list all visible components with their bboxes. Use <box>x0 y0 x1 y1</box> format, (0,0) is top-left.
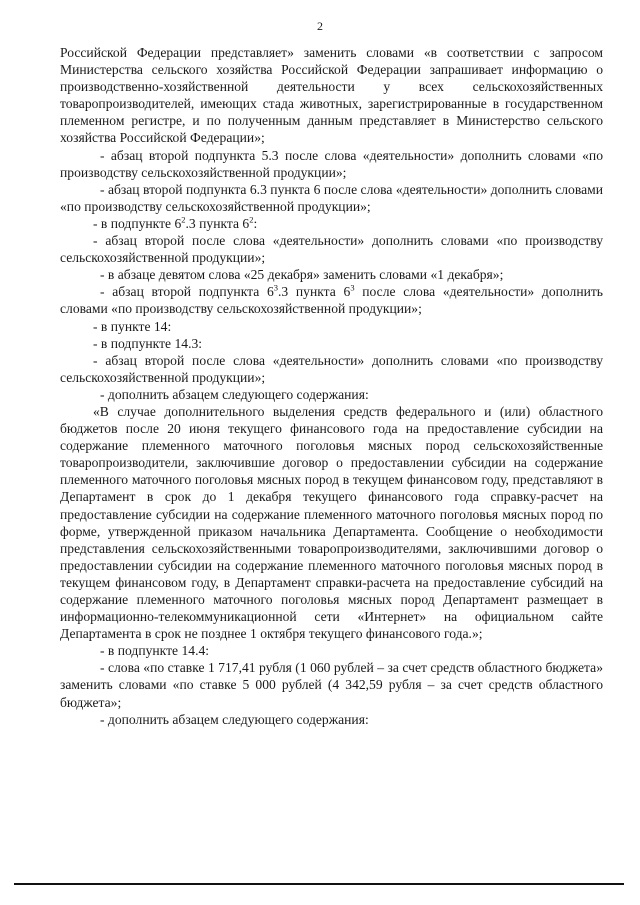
paragraph <box>60 215 603 232</box>
paragraph-text: после слова «деятельности» дополнить словами «по производству сельскохозяйственной продукции»; <box>60 284 604 317</box>
paragraph: - в подпункте 14.3: <box>93 335 203 351</box>
paragraph: Российской Федерации представляет» заменить словами «в соответствии с запросом Министерства сельского хозяйства Российской Федерации запрашивает информацию о производственно-хозяйственной деятельности у всех сельскохозяйственных товаропроизводителей, имеющих стада животных, зарегистрированные в государственном племенном регистре, и по полученным данным представляет в Министерство сельского хозяйства Российской Федерации»; <box>60 45 603 146</box>
paragraph: - в подпункте 14.4: <box>100 643 210 659</box>
paragraph: - дополнить абзацем следующего содержания: <box>100 711 369 727</box>
paragraph: - абзац второй подпункта 5.3 после слова «деятельности» дополнить словами «по производству сельскохозяйственной продукции»; <box>60 147 603 180</box>
paragraph-text: .3 пункта 6 <box>278 284 351 300</box>
paragraph <box>60 283 603 317</box>
document-body <box>60 44 603 728</box>
paragraph: - в абзаце девятом слова «25 декабря» заменить словами «1 декабря»; <box>100 267 504 283</box>
paragraph-text: .3 пункта 6 <box>185 215 250 231</box>
paragraph-text: - абзац второй подпункта 6 <box>100 284 274 300</box>
page-number: 2 <box>317 19 323 33</box>
paragraph: - абзац второй после слова «деятельности» дополнить словами «по производству сельскохозяйственной продукции»; <box>60 233 603 266</box>
paragraph: - в пункте 14: <box>93 318 172 334</box>
paragraph-text: : <box>253 215 258 231</box>
superscript: 2 <box>249 214 254 225</box>
superscript: 2 <box>181 214 186 225</box>
paragraph: - абзац второй подпункта 6.3 пункта 6 после слова «деятельности» дополнить словами «по производству сельскохозяйственной продукции»; <box>60 181 603 214</box>
paragraph: - слова «по ставке 1 717,41 рубля (1 060 рублей – за счет средств областного бюджета» заменить словами «по ставке 5 000 рублей (4 342,59 рубля – за счет средств областного бюджета»; <box>60 660 603 710</box>
superscript: 3 <box>273 282 279 293</box>
paragraph: - абзац второй после слова «деятельности» дополнить словами «по производству сельскохозяйственной продукции»; <box>60 352 603 385</box>
paragraph: - дополнить абзацем следующего содержания: <box>100 386 369 402</box>
superscript: 3 <box>350 282 355 293</box>
paragraph: «В случае дополнительного выделения средств федерального и (или) областного бюджетов после 20 июня текущего финансового года на предоставление субсидии на содержание племенного маточного поголовья мясных пород сельскохозяйственные товаропроизводители, заключившие договор о предоставлении субсидии на содержание племенного маточного поголовья мясных пород в текущем финансовом году, представляют в Департамент в срок до 1 декабря текущего финансового года справку-расчет на предоставление субсидии на содержание племенного маточного поголовья мясных пород по форме, утвержденной приказом начальника Департамента. Сообщение о необходимости представления сельскохозяйственными товаропроизводителями, заключившими договор о предоставлении субсидии на содержание племенного маточного поголовья мясных пород в текущем финансовом году, в Департамент справки-расчета на предоставление субсидий на содержание племенного маточного поголовья мясных пород Департамент размещает в информационно-телекоммуникационной сети «Интернет» на официальном сайте Департамента в срок не позднее 1 октября текущего финансового года.»; <box>60 403 603 642</box>
bottom-rule <box>14 883 624 885</box>
paragraph-text: - в подпункте 6 <box>93 215 182 231</box>
